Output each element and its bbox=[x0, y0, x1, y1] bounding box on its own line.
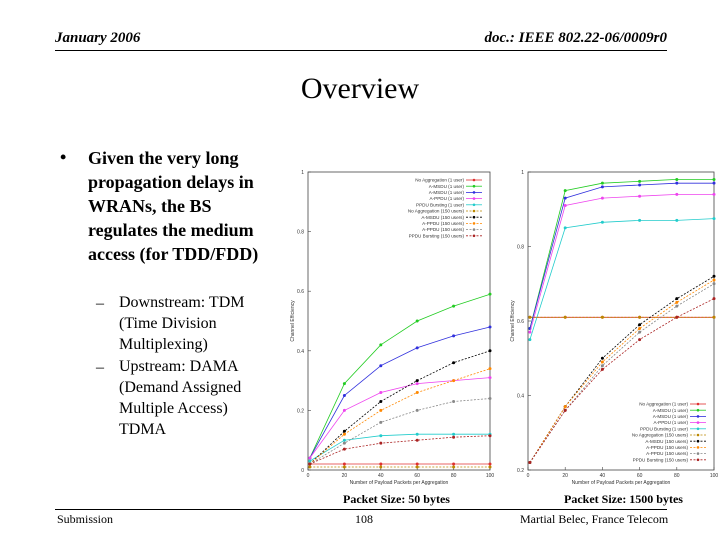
data-point bbox=[379, 391, 382, 394]
data-point bbox=[713, 178, 716, 181]
data-point bbox=[343, 463, 346, 466]
data-point bbox=[343, 394, 346, 397]
data-point bbox=[601, 185, 604, 188]
data-point bbox=[452, 433, 455, 436]
legend-marker bbox=[697, 440, 700, 443]
x-tick-label: 100 bbox=[485, 473, 495, 479]
data-point bbox=[343, 382, 346, 385]
data-point bbox=[675, 301, 678, 304]
data-point bbox=[601, 316, 604, 319]
data-point bbox=[564, 189, 567, 192]
sub-bullet-dash-1: – bbox=[96, 295, 104, 312]
legend-label: A-PPDU (150 users) bbox=[422, 227, 464, 233]
data-point bbox=[675, 182, 678, 185]
sub-bullet-upstream: Upstream: DAMA (Demand Assigned Multiple Access) TDMA bbox=[119, 358, 242, 438]
data-point bbox=[343, 439, 346, 442]
data-point bbox=[489, 463, 492, 466]
chart-caption-1500: Packet Size: 1500 bytes bbox=[564, 492, 683, 506]
y-tick-label: 0.2 bbox=[297, 408, 304, 415]
data-point bbox=[308, 460, 311, 463]
data-point bbox=[601, 360, 604, 363]
header-date: January 2006 bbox=[55, 30, 141, 46]
legend-marker bbox=[697, 409, 700, 412]
x-tick-label: 60 bbox=[414, 473, 420, 479]
x-axis-label: Number of Payload Packets per Aggregation bbox=[571, 480, 671, 486]
legend-marker bbox=[697, 415, 700, 418]
legend-marker bbox=[473, 191, 476, 194]
data-point bbox=[489, 325, 492, 328]
data-point bbox=[713, 297, 716, 300]
legend-label: A-PPDU (150 users) bbox=[646, 445, 688, 450]
y-tick-label: 0.2 bbox=[517, 468, 524, 474]
x-axis-label: Number of Payload Packets per Aggregation bbox=[349, 480, 449, 486]
y-tick-label: 0.6 bbox=[517, 319, 524, 325]
data-point bbox=[675, 193, 678, 196]
data-point bbox=[452, 400, 455, 403]
y-axis-label: Channel Efficiency bbox=[290, 300, 296, 342]
data-point bbox=[638, 184, 641, 187]
data-point bbox=[489, 434, 492, 437]
footer-rule bbox=[55, 509, 667, 510]
legend-label: A-MSDU (150 users) bbox=[645, 438, 688, 444]
legend-label: A-PPDU (1 user) bbox=[653, 420, 688, 426]
legend-label: A-MSDU (1 user) bbox=[652, 407, 688, 413]
legend-label: A-PPDU (150 users) bbox=[422, 221, 464, 226]
data-point bbox=[601, 221, 604, 224]
legend-marker bbox=[697, 428, 700, 431]
data-point bbox=[489, 397, 492, 400]
data-point bbox=[343, 448, 346, 451]
data-point bbox=[638, 331, 641, 334]
data-point bbox=[638, 195, 641, 198]
legend-label: No Aggregation (150 users) bbox=[631, 432, 688, 438]
x-tick-label: 40 bbox=[599, 473, 606, 479]
data-point bbox=[416, 382, 419, 385]
data-point bbox=[601, 368, 604, 371]
legend-marker bbox=[697, 459, 700, 462]
data-point bbox=[489, 293, 492, 296]
data-point bbox=[675, 178, 678, 181]
data-point bbox=[416, 391, 419, 394]
header-rule bbox=[55, 50, 667, 51]
data-point bbox=[601, 364, 604, 367]
chart-packet-size-1500 bbox=[506, 160, 718, 490]
data-point bbox=[638, 219, 641, 222]
data-point bbox=[452, 379, 455, 382]
legend-label: A-MSDU (1 user) bbox=[428, 190, 464, 195]
chart-packet-size-50 bbox=[278, 160, 500, 490]
series-line-9 bbox=[310, 436, 490, 464]
legend-label: PPDU Bursting (150 users) bbox=[632, 457, 688, 463]
data-point bbox=[638, 180, 641, 183]
legend-label: PPDU Bursting (1 user) bbox=[640, 426, 688, 432]
data-point bbox=[308, 463, 311, 466]
data-point bbox=[713, 316, 716, 319]
data-point bbox=[416, 463, 419, 466]
legend-marker bbox=[697, 421, 700, 424]
data-point bbox=[713, 279, 716, 282]
y-tick-label: 0.6 bbox=[297, 289, 304, 296]
legend-marker bbox=[473, 179, 476, 182]
footer-author: Martial Belec, France Telecom bbox=[520, 512, 669, 526]
data-point bbox=[416, 466, 419, 469]
sub-bullet-downstream: Downstream: TDM (Time Division Multiplexing) bbox=[119, 294, 245, 353]
data-point bbox=[452, 334, 455, 337]
data-point bbox=[638, 327, 641, 330]
x-tick-label: 80 bbox=[450, 473, 457, 479]
x-tick-label: 60 bbox=[636, 473, 643, 479]
data-point bbox=[675, 219, 678, 222]
data-point bbox=[452, 463, 455, 466]
data-point bbox=[452, 436, 455, 439]
x-tick-label: 20 bbox=[341, 473, 348, 479]
data-point bbox=[379, 343, 382, 346]
data-point bbox=[379, 466, 382, 469]
legend-marker bbox=[697, 446, 700, 449]
data-point bbox=[343, 409, 346, 412]
y-tick-label: 0.4 bbox=[517, 393, 524, 400]
chart-caption-50: Packet Size: 50 bytes bbox=[343, 492, 450, 506]
y-tick-label: 0 bbox=[301, 468, 304, 474]
data-point bbox=[452, 361, 455, 364]
series-line-2 bbox=[310, 327, 490, 458]
data-point bbox=[564, 226, 567, 229]
y-tick-label: 1 bbox=[301, 170, 304, 176]
data-point bbox=[564, 316, 567, 319]
data-point bbox=[379, 463, 382, 466]
footer-page-number: 108 bbox=[355, 512, 373, 526]
data-point bbox=[528, 331, 531, 334]
data-point bbox=[416, 346, 419, 349]
data-point bbox=[452, 466, 455, 469]
legend-label: A-PPDU (1 user) bbox=[429, 196, 464, 202]
data-point bbox=[379, 434, 382, 437]
x-tick-label: 20 bbox=[562, 473, 568, 479]
legend-label: A-MSDU (150 users) bbox=[421, 214, 464, 220]
footer-submission: Submission bbox=[57, 512, 114, 526]
data-point bbox=[416, 433, 419, 436]
data-point bbox=[675, 305, 678, 308]
data-point bbox=[452, 305, 455, 308]
data-point bbox=[489, 349, 492, 352]
legend-marker bbox=[473, 197, 476, 200]
data-point bbox=[713, 282, 716, 285]
data-point bbox=[528, 461, 531, 464]
data-point bbox=[713, 193, 716, 196]
legend-marker bbox=[473, 185, 476, 188]
data-point bbox=[416, 320, 419, 323]
bullet-marker: • bbox=[60, 147, 67, 167]
data-point bbox=[564, 204, 567, 207]
data-point bbox=[675, 316, 678, 319]
y-tick-label: 1 bbox=[521, 170, 524, 176]
x-tick-label: 80 bbox=[674, 473, 680, 479]
data-point bbox=[638, 338, 641, 341]
data-point bbox=[489, 376, 492, 379]
legend-marker bbox=[473, 210, 476, 213]
data-point bbox=[675, 297, 678, 300]
data-point bbox=[564, 197, 567, 200]
y-axis-label: Channel Efficiency bbox=[510, 300, 516, 342]
legend-marker bbox=[697, 452, 700, 455]
data-point bbox=[343, 442, 346, 445]
data-point bbox=[601, 197, 604, 200]
legend-label: No Aggregation (150 users) bbox=[407, 208, 464, 214]
legend-label: A-PPDU (150 users) bbox=[646, 451, 688, 457]
plot-frame bbox=[528, 172, 714, 470]
data-point bbox=[564, 405, 567, 408]
legend-marker bbox=[697, 403, 700, 406]
data-point bbox=[601, 182, 604, 185]
data-point bbox=[343, 466, 346, 469]
data-point bbox=[379, 364, 382, 367]
legend-marker bbox=[473, 222, 476, 225]
data-point bbox=[638, 316, 641, 319]
data-point bbox=[379, 421, 382, 424]
series-line-8 bbox=[310, 399, 490, 465]
data-point bbox=[489, 466, 492, 469]
series-line-2 bbox=[530, 183, 714, 328]
data-point bbox=[564, 409, 567, 412]
data-point bbox=[713, 217, 716, 220]
series-line-3 bbox=[530, 194, 714, 332]
bullet-text: Given the very long propagation delays in WRANs, the BS regulates the medium access (for TDD/FDD) bbox=[88, 148, 259, 264]
legend-label: No Aggregation (1 user) bbox=[639, 401, 688, 407]
data-point bbox=[489, 367, 492, 370]
data-point bbox=[379, 400, 382, 403]
data-point bbox=[379, 409, 382, 412]
data-point bbox=[528, 316, 531, 319]
legend-marker bbox=[473, 216, 476, 219]
data-point bbox=[379, 442, 382, 445]
y-tick-label: 0.8 bbox=[517, 244, 524, 251]
data-point bbox=[416, 409, 419, 412]
slide-title: Overview bbox=[300, 72, 420, 105]
legend-marker bbox=[473, 228, 476, 231]
y-tick-label: 0.8 bbox=[297, 229, 304, 236]
x-tick-label: 0 bbox=[526, 473, 530, 479]
series-line-4 bbox=[530, 219, 714, 340]
legend-label: A-MSDU (1 user) bbox=[652, 414, 688, 419]
data-point bbox=[343, 430, 346, 433]
series-line-6 bbox=[310, 351, 490, 464]
legend-label: No Aggregation (1 user) bbox=[415, 177, 464, 183]
data-point bbox=[638, 323, 641, 326]
data-point bbox=[416, 379, 419, 382]
x-tick-label: 100 bbox=[709, 473, 718, 479]
series-line-1 bbox=[530, 179, 714, 328]
y-tick-label: 0.4 bbox=[297, 348, 304, 355]
data-point bbox=[713, 182, 716, 185]
legend-label: PPDU Bursting (1 user) bbox=[416, 202, 464, 208]
legend-label: PPDU Bursting (150 users) bbox=[408, 233, 464, 239]
data-point bbox=[601, 357, 604, 360]
data-point bbox=[416, 439, 419, 442]
legend-marker bbox=[697, 434, 700, 437]
legend-label: A-MSDU (1 user) bbox=[428, 183, 464, 189]
header-doc-id: doc.: IEEE 802.22-06/0009r0 bbox=[484, 30, 667, 46]
x-tick-label: 0 bbox=[306, 473, 310, 479]
series-line-1 bbox=[310, 294, 490, 458]
data-point bbox=[308, 457, 311, 460]
data-point bbox=[343, 433, 346, 436]
data-point bbox=[528, 338, 531, 341]
series-line-3 bbox=[310, 378, 490, 459]
data-point bbox=[713, 275, 716, 278]
legend-marker bbox=[473, 235, 476, 238]
data-point bbox=[308, 466, 311, 469]
sub-bullet-dash-2: – bbox=[96, 359, 104, 376]
legend-marker bbox=[473, 204, 476, 207]
x-tick-label: 40 bbox=[378, 473, 384, 479]
